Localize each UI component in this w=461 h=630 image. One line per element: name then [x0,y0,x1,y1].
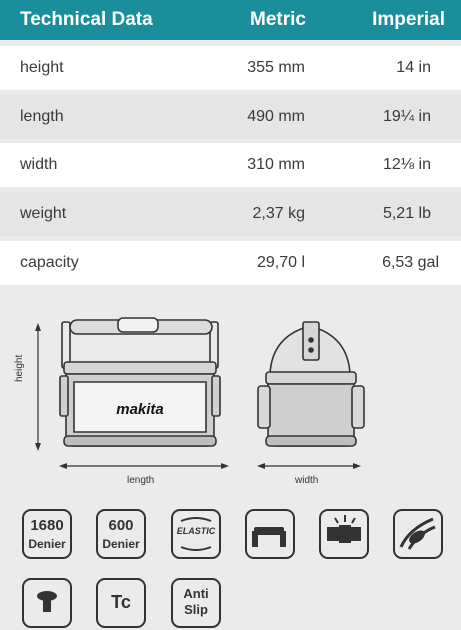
denier-word: Denier [102,537,140,551]
row-imperial: 14 in [396,59,431,76]
row-imperial: 5,21 lb [382,205,431,222]
row-metric: 355 mm [247,59,305,76]
bag-side-view [258,322,364,446]
denier-1680-icon [22,509,72,559]
makita-logo: makita [116,401,164,418]
row-imperial: 12⅛ in [382,156,431,173]
row-imperial: 6,53 gal [382,254,439,271]
denier-number: 600 [108,517,134,534]
header-imperial: Imperial [372,9,445,30]
denier-word: Denier [28,537,66,551]
row-metric: 490 mm [247,108,305,125]
row-label: length [20,108,64,125]
shoulder-strap-icon [393,509,443,559]
handle-icon [245,509,295,559]
rubber-feet-icon [22,578,72,628]
anti-slip-line2: Slip [184,602,208,617]
row-label: height [20,59,64,76]
anti-slip-line1: Anti [183,586,209,601]
header-technical-data: Technical Data [20,9,153,30]
anti-slip-icon [171,578,221,628]
height-label: height [14,354,25,382]
tool-bag-drawing [0,290,461,500]
bag-front-view [60,318,220,446]
table-row-height [0,46,461,90]
tc-text: Tc [111,592,131,612]
denier-number: 1680 [30,517,64,534]
row-label: width [20,156,58,173]
header-metric: Metric [250,9,306,30]
width-label: width [295,475,319,486]
table-header [0,0,461,40]
denier-600-icon [96,509,146,559]
elastic-text: ELASTIC [176,526,216,536]
row-metric: 310 mm [247,156,305,173]
table-row-length [0,95,461,139]
row-imperial: 19¼ in [382,108,431,125]
row-label: capacity [20,254,79,271]
flashlight-holder-icon [319,509,369,559]
elastic-icon [171,509,221,559]
row-metric: 29,70 l [256,254,305,271]
row-metric: 2,37 kg [252,205,305,222]
row-label: weight [20,205,67,222]
length-label: length [127,475,155,486]
table-row-width [0,143,461,187]
table-row-weight [0,192,461,236]
dimension-diagram [0,290,461,500]
table-row-capacity [0,241,461,285]
tc-icon [96,578,146,628]
